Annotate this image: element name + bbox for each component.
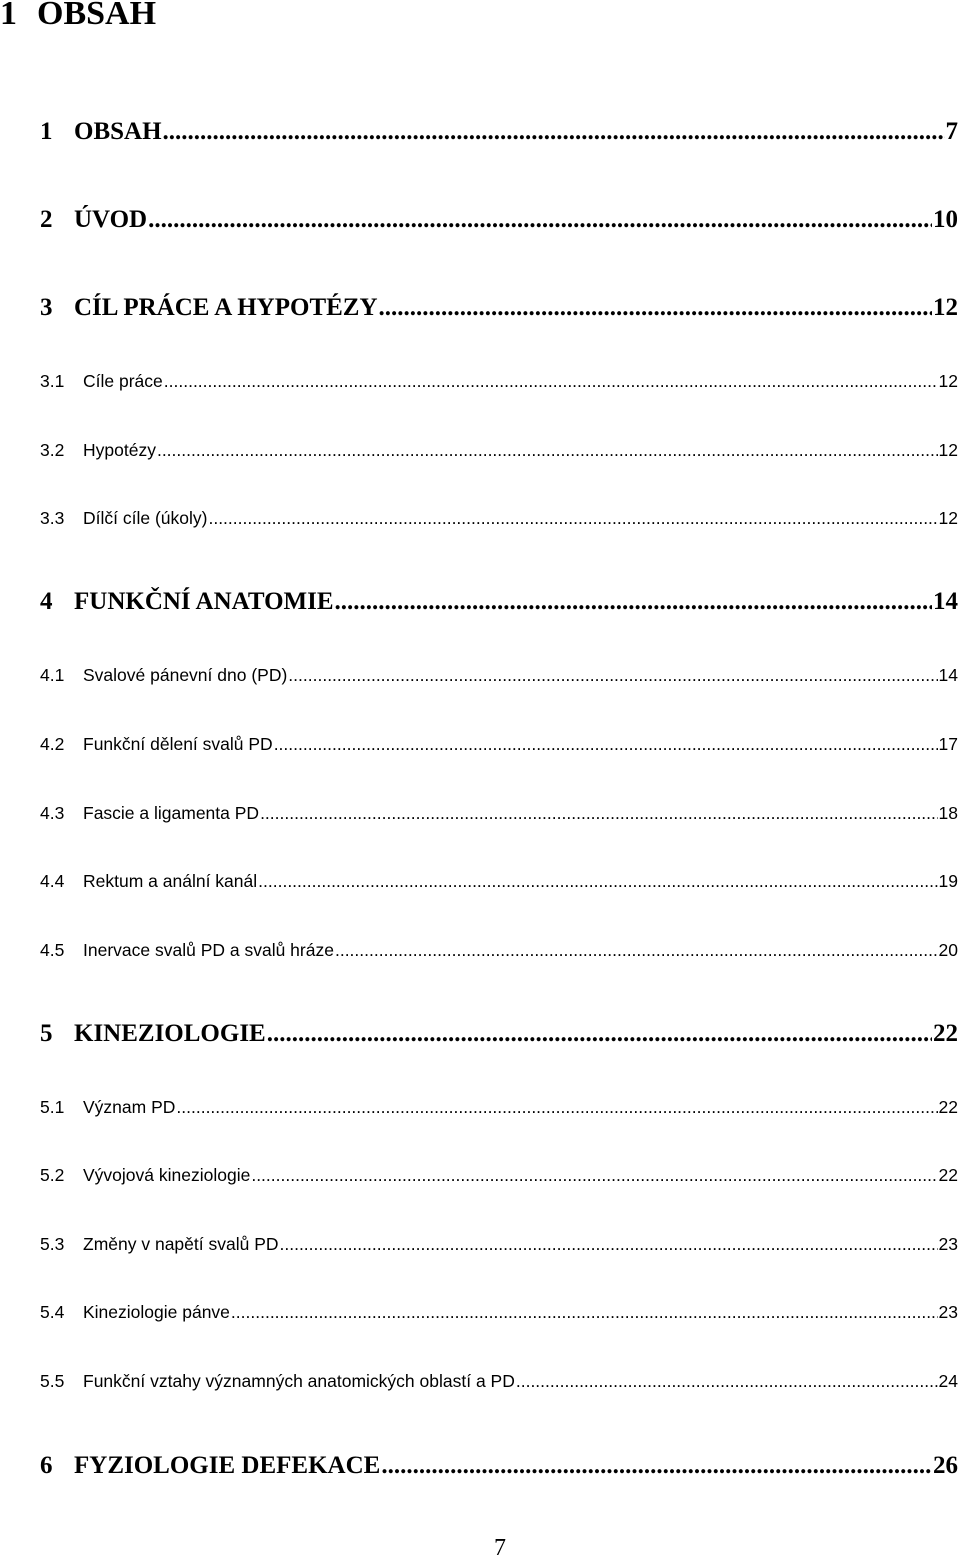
toc-entry-number: 3.1 <box>40 371 65 391</box>
dot-leader <box>251 1163 937 1187</box>
toc-entry-number: 4.1 <box>40 665 65 685</box>
toc-entry-number: 4.4 <box>40 871 65 891</box>
toc-entry-number: 4.5 <box>40 940 65 960</box>
toc-entry-title: FUNKČNÍ ANATOMIE <box>74 588 334 615</box>
toc-entry-number: 6 <box>40 1452 53 1479</box>
dot-leader <box>280 1232 938 1256</box>
toc-entry-title: Funkční vztahy významných anatomických oblastí a PD <box>83 1371 515 1391</box>
dot-leader <box>157 438 938 462</box>
toc-entry-number: 5 <box>40 1020 53 1047</box>
toc-entry-title: CÍL PRÁCE A HYPOTÉZY <box>74 294 378 321</box>
toc-entry-number: 3.3 <box>40 508 65 528</box>
toc-entry-title: Fascie a ligamenta PD <box>83 803 260 823</box>
toc-entry-number: 3.2 <box>40 440 65 460</box>
toc-entry-cil-prace[interactable] <box>40 292 958 324</box>
toc-entry-kineziologie[interactable] <box>40 1018 958 1050</box>
toc-entry-page: 17 <box>938 734 958 754</box>
page-heading <box>0 0 156 36</box>
dot-leader <box>176 1095 937 1119</box>
dot-leader <box>379 292 932 324</box>
toc-entry-page: 26 <box>933 1452 958 1479</box>
toc-entry-title: Rektum a anální kanál <box>83 871 258 891</box>
dot-leader <box>288 663 937 687</box>
toc-entry-page: 18 <box>938 803 958 823</box>
toc-entry-page: 22 <box>933 1020 958 1047</box>
toc-entry-page: 14 <box>938 665 958 685</box>
toc-entry-title: Změny v napětí svalů PD <box>83 1234 279 1254</box>
dot-leader <box>163 116 945 148</box>
toc-entry-title: Hypotézy <box>83 440 156 460</box>
toc-entry-3-3[interactable] <box>40 506 958 530</box>
dot-leader <box>335 938 938 962</box>
toc-entry-4-5[interactable] <box>40 938 958 962</box>
toc-entry-number: 2 <box>40 206 53 233</box>
toc-entry-obsah[interactable] <box>40 116 958 148</box>
toc-entry-title: Cíle práce <box>83 371 163 391</box>
toc-entry-page: 10 <box>933 206 958 233</box>
toc-entry-page: 12 <box>933 294 958 321</box>
toc-entry-page: 7 <box>945 118 958 145</box>
toc-entry-3-2[interactable] <box>40 438 958 462</box>
toc-entry-title: Význam PD <box>83 1097 176 1117</box>
toc-entry-page: 22 <box>938 1165 958 1185</box>
dot-leader <box>516 1369 938 1393</box>
toc-entry-number: 3 <box>40 294 53 321</box>
toc-entry-page: 24 <box>938 1371 958 1391</box>
toc-entry-title: Dílčí cíle (úkoly) <box>83 508 208 528</box>
toc-entry-5-5[interactable] <box>40 1369 958 1393</box>
dot-leader <box>335 586 932 618</box>
dot-leader <box>258 869 937 893</box>
toc-entry-title: Kineziologie pánve <box>83 1302 230 1322</box>
toc-entry-5-2[interactable] <box>40 1163 958 1187</box>
toc-entry-funkcni-anatomie[interactable] <box>40 586 958 618</box>
dot-leader <box>260 801 937 825</box>
toc-entry-title: OBSAH <box>74 118 162 145</box>
toc-entry-page: 12 <box>938 440 958 460</box>
toc-entry-number: 5.4 <box>40 1302 65 1322</box>
toc-entry-3-1[interactable] <box>40 369 958 393</box>
toc-entry-4-2[interactable] <box>40 732 958 756</box>
toc-entry-number: 4.2 <box>40 734 65 754</box>
dot-leader <box>231 1300 938 1324</box>
toc-entry-number: 4.3 <box>40 803 65 823</box>
toc-entry-page: 23 <box>938 1234 958 1254</box>
toc-entry-5-3[interactable] <box>40 1232 958 1256</box>
toc-entry-title: FYZIOLOGIE DEFEKACE <box>74 1452 381 1479</box>
toc-entry-page: 12 <box>938 371 958 391</box>
toc-entry-title: Inervace svalů PD a svalů hráze <box>83 940 334 960</box>
toc-entry-5-4[interactable] <box>40 1300 958 1324</box>
toc-entry-uvod[interactable] <box>40 204 958 236</box>
toc-entry-number: 5.2 <box>40 1165 65 1185</box>
dot-leader <box>208 506 937 530</box>
toc-entry-page: 19 <box>938 871 958 891</box>
toc-entry-fyziologie-defekace[interactable] <box>40 1450 958 1482</box>
heading-number: 1 <box>0 0 17 32</box>
toc-entry-title: Funkční dělení svalů PD <box>83 734 273 754</box>
toc-entry-number: 4 <box>40 588 53 615</box>
toc-entry-page: 23 <box>938 1302 958 1322</box>
toc-entry-number: 5.1 <box>40 1097 65 1117</box>
toc-entry-title: Vývojová kineziologie <box>83 1165 251 1185</box>
toc-entry-title: ÚVOD <box>74 206 148 233</box>
toc-entry-number: 5.3 <box>40 1234 65 1254</box>
toc-entry-number: 5.5 <box>40 1371 65 1391</box>
toc-entry-page: 12 <box>938 508 958 528</box>
dot-leader <box>267 1018 932 1050</box>
toc-entry-page: 20 <box>938 940 958 960</box>
toc-entry-page: 14 <box>933 588 958 615</box>
dot-leader <box>381 1450 932 1482</box>
dot-leader <box>164 369 938 393</box>
toc-entry-page: 22 <box>938 1097 958 1117</box>
toc-entry-5-1[interactable] <box>40 1095 958 1119</box>
dot-leader <box>274 732 938 756</box>
toc-entry-number: 1 <box>40 118 53 145</box>
dot-leader <box>148 204 932 236</box>
heading-title: OBSAH <box>37 0 157 32</box>
toc-entry-4-3[interactable] <box>40 801 958 825</box>
footer-page-number: 7 <box>494 1535 506 1561</box>
toc-entry-title: KINEZIOLOGIE <box>74 1020 266 1047</box>
toc-entry-4-4[interactable] <box>40 869 958 893</box>
toc-entry-title: Svalové pánevní dno (PD) <box>83 665 288 685</box>
toc-entry-4-1[interactable] <box>40 663 958 687</box>
